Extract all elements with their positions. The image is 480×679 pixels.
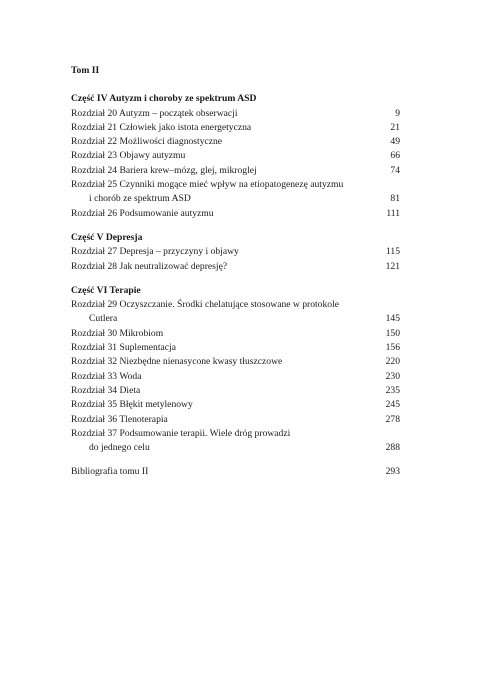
chapter-title [71,298,386,327]
bibliography-entry [71,465,400,479]
chapter-title-line: Rozdział 31 Suplementacja [71,342,176,354]
chapter-title-line: Rozdział 26 Podsumowanie autyzmu [71,207,214,219]
chapter-entry [71,149,400,163]
parts-container [71,92,400,455]
chapter-page-number: 235 [385,384,400,396]
chapter-title [71,178,390,207]
chapter-entry [71,413,400,427]
chapter-title [71,355,386,369]
chapter-title-line: Rozdział 20 Autyzm – początek obserwacji [71,107,238,119]
chapter-entry [71,327,400,341]
chapter-entry [71,298,400,327]
chapter-entry [71,121,400,135]
chapter-page-number: 245 [385,399,400,411]
chapter-title-line: Rozdział 23 Objawy autyzmu [71,150,186,162]
chapter-title [71,370,386,384]
chapter-title [71,327,386,341]
chapter-entry [71,245,400,259]
chapter-entry [71,207,400,221]
chapter-page-number: 150 [385,327,400,339]
chapter-page-number: 66 [390,150,400,162]
chapter-title [71,149,390,163]
chapter-title-line: Rozdział 33 Woda [71,370,142,382]
chapter-entry [71,135,400,149]
part-title: Część IV Autyzm i choroby ze spektrum ASD [71,93,257,105]
chapter-title-line: Rozdział 28 Jak neutralizować depresję? [71,260,228,272]
chapter-entry [71,107,400,121]
chapter-title [71,207,386,221]
chapter-page-number: 111 [386,207,400,219]
chapter-entry [71,178,400,207]
bibliography-page: 293 [385,466,400,478]
chapter-title-continuation: i chorób ze spektrum ASD [89,193,191,205]
part-title: Część V Depresja [71,231,143,243]
chapter-entry [71,384,400,398]
chapter-title-continuation: do jednego celu [89,442,150,454]
chapter-title-line: Rozdział 24 Bariera krew–mózg, glej, mikroglej [71,164,257,176]
chapter-entry [71,164,400,178]
chapter-title-line: Rozdział 29 Oczyszczanie. Środki chelatujące stosowane w protokole [71,299,339,311]
chapter-title-line: Rozdział 21 Człowiek jako istota energetyczna [71,121,252,133]
chapter-page-number: 21 [390,121,400,133]
chapter-page-number: 115 [385,246,400,258]
chapter-entry [71,341,400,355]
chapter-page-number: 278 [385,413,400,425]
chapter-page-number: 9 [395,107,400,119]
chapter-entry [71,398,400,412]
chapter-title-line: Rozdział 34 Dieta [71,384,141,396]
chapter-title-line: Rozdział 37 Podsumowanie terapii. Wiele dróg prowadzi [71,427,291,439]
chapter-page-number: 156 [385,342,400,354]
chapter-title [71,121,390,135]
chapter-title-continuation: Cutlera [89,313,118,325]
chapter-title [71,413,386,427]
chapter-title [71,384,386,398]
chapter-page-number: 81 [390,193,400,205]
chapter-title-line: Rozdział 35 Błękit metylenowy [71,399,193,411]
chapter-title [71,260,386,274]
chapter-title-line: Rozdział 27 Depresja – przyczyny i objawy [71,246,239,258]
chapter-page-number: 288 [385,442,400,454]
chapter-entry [71,260,400,274]
chapter-title [71,164,390,178]
chapter-title-line: Rozdział 30 Mikrobiom [71,327,164,339]
chapter-title-line: Rozdział 36 Tlenoterapia [71,413,168,425]
chapter-title [71,341,386,355]
toc-part [71,231,400,274]
chapter-page-number: 230 [385,370,400,382]
chapter-page-number: 74 [390,164,400,176]
chapter-title-line: Rozdział 25 Czynniki mogące mieć wpływ na etiopatogenezę autyzmu [71,179,344,191]
table-of-contents [71,64,400,480]
chapter-page-number: 220 [385,356,400,368]
chapter-title [71,107,395,121]
chapter-page-number: 145 [385,313,400,325]
chapter-title [71,427,386,456]
chapter-entry [71,427,400,456]
chapter-title-line: Rozdział 32 Niezbędne nienasycone kwasy tłuszczowe [71,356,283,368]
chapter-title-line: Rozdział 22 Możliwości diagnostyczne [71,136,223,148]
chapter-title [71,135,390,149]
toc-part [71,284,400,456]
chapter-page-number: 49 [390,136,400,148]
chapter-title [71,398,386,412]
volume-title: Tom II [71,65,100,76]
chapter-entry [71,355,400,369]
chapter-page-number: 121 [385,260,400,272]
chapter-title [71,245,386,259]
part-title: Część VI Terapie [71,284,141,296]
chapter-entry [71,370,400,384]
bibliography-label: Bibliografia tomu II [71,466,149,478]
toc-part [71,92,400,221]
